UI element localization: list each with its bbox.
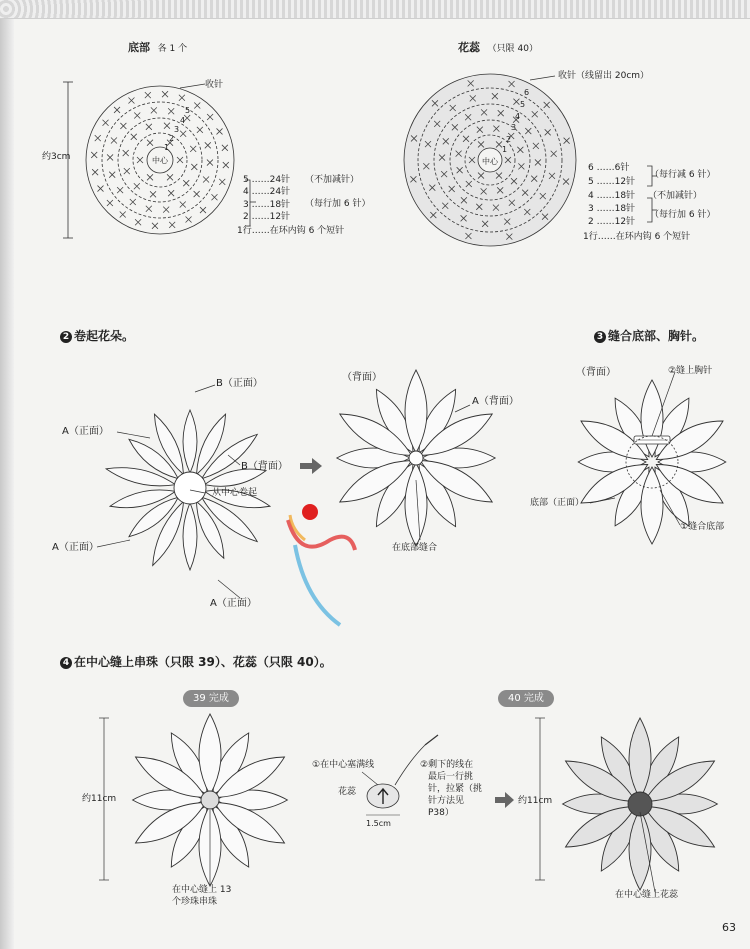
base-increase-note: （每行加 6 针） (305, 199, 371, 209)
rolled-petal (183, 410, 197, 473)
watermark-logo (288, 504, 355, 625)
diagram1-title: 底部 各 1 个 (128, 41, 188, 54)
stitch-x-mark (169, 222, 175, 228)
base-ring-number: 1 (164, 143, 170, 152)
stamen-ring-number: 2 (506, 135, 512, 144)
stitch-x-mark (207, 114, 213, 120)
stitch-x-mark (109, 172, 115, 178)
stitch-x-mark (120, 123, 126, 129)
arrow-right-icon (495, 792, 514, 808)
label-sew-base: ①缝合底部 (680, 522, 725, 532)
stitch-x-mark (183, 180, 189, 186)
step3-heading: 3 缝合底部、胸针。 (594, 331, 704, 343)
label-sew-brooch: ②缝上胸针 (668, 366, 713, 376)
stamen-row-1: 1行……在环内钩 6 个短针 (583, 232, 691, 242)
stitch-x-mark (103, 120, 109, 126)
stamen-stuffing-illustration (362, 735, 438, 815)
stitch-x-mark (97, 186, 103, 192)
stitch-x-mark (147, 140, 153, 146)
stuff-center-note: ①在中心塞满线 (312, 760, 375, 770)
arrow-right-icon (300, 458, 322, 474)
stitch-x-mark (207, 160, 213, 166)
pull-note-3: 针，拉紧（挑 (428, 784, 483, 794)
stitch-x-mark (167, 174, 173, 180)
stitch-x-mark (146, 124, 152, 130)
stitch-x-mark (92, 169, 98, 175)
stamen-increase-note: （每行加 6 针） (650, 210, 716, 220)
stitch-x-mark (95, 135, 101, 141)
stitch-x-mark (131, 134, 137, 140)
stitch-x-mark (180, 131, 186, 137)
width-note: 1.5cm (366, 819, 391, 828)
label-back: （背面） (342, 372, 382, 383)
base-row-3: 3 ……18针 (243, 200, 291, 210)
stamen-ring-number: 5 (520, 100, 526, 109)
label-a-front: A（正面） (210, 598, 257, 609)
base-center-label: 中心 (152, 156, 168, 165)
base-ring-number: 5 (185, 106, 191, 115)
stitch-x-mark (168, 190, 174, 196)
base-ring-number: 4 (180, 116, 186, 125)
stamen-ring-number: 3 (511, 123, 517, 132)
label-sew-bottom: 在底部缝合 (392, 543, 438, 553)
stitch-x-mark (205, 142, 211, 148)
flower-center (174, 472, 206, 504)
pull-note-1: ②剩下的线在 (420, 760, 474, 770)
base-finish-label: 收针 (205, 80, 224, 90)
page-number: 63 (722, 921, 736, 934)
label-b-front: B（正面） (216, 378, 263, 389)
badge-40-done: 40 完成 (498, 690, 554, 707)
base-row-1: 1行……在环内钩 6 个短针 (237, 226, 345, 236)
stitch-x-mark (146, 206, 152, 212)
stamen-row-4: 4 ……18针 (588, 191, 636, 201)
base-row-4: 4 ……24针 (243, 187, 291, 197)
base-size-label: 约3cm (42, 152, 71, 162)
stamen-sew-note: 在中心缝上花蕊 (615, 890, 679, 900)
size-label-40: 约11cm (518, 796, 553, 806)
stitch-x-mark (124, 168, 130, 174)
stitch-x-mark (151, 107, 157, 113)
label-a-front: A（正面） (52, 542, 99, 553)
base-row-2: 2 ……12针 (243, 212, 291, 222)
brooch-pin-icon (634, 436, 670, 444)
label-back: （背面） (576, 367, 616, 378)
stitch-x-mark (147, 174, 153, 180)
stitch-x-mark (203, 176, 209, 182)
stitch-x-mark (197, 127, 203, 133)
stitch-x-mark (145, 92, 151, 98)
label-a-back: A（背面） (472, 396, 519, 407)
stitch-x-mark (222, 145, 228, 151)
step2-heading: 2 卷起花朵。 (60, 331, 134, 343)
stitch-x-mark (200, 207, 206, 213)
stitch-x-mark (163, 207, 169, 213)
label-roll-from-center: 从中心卷起 (212, 488, 258, 498)
stitch-x-mark (123, 150, 129, 156)
beads-note-line1: 在中心缝上 13 (172, 885, 232, 895)
stitch-x-mark (190, 146, 196, 152)
stitch-x-mark (107, 154, 113, 160)
stitch-x-mark (107, 200, 113, 206)
step4-heading: 4 在中心缝上串珠（只限 39）、花蕊（只限 40）。 (60, 657, 332, 669)
stitch-x-mark (186, 217, 192, 223)
stamen-row-2: 2 ……12针 (588, 217, 636, 227)
stamen-finish-label: 收针（线留出 20cm） (558, 71, 650, 81)
stamen-row-6: 6 ……6针 (588, 163, 630, 173)
stamen-ring-number: 4 (515, 112, 521, 121)
stitch-x-mark (180, 202, 186, 208)
base-ring-number: 3 (174, 125, 180, 134)
stitch-x-mark (117, 187, 123, 193)
stitch-x-mark (130, 199, 136, 205)
stamen-center-label: 中心 (482, 157, 498, 166)
stitch-x-mark (211, 194, 217, 200)
label-bottom-front: 底部（正面） (530, 498, 585, 508)
finished-flower-40 (563, 718, 718, 890)
flower-center (409, 451, 423, 465)
badge-39-done: 39 完成 (183, 690, 239, 707)
stitch-x-mark (223, 162, 229, 168)
brooch-flower-illustration (578, 380, 726, 544)
pull-note-4: 针方法见 (428, 796, 465, 806)
stitch-x-mark (179, 95, 185, 101)
stitch-x-mark (91, 152, 97, 158)
pull-note-5: P38） (428, 808, 454, 818)
stitch-x-mark (114, 107, 120, 113)
size-label-39: 约11cm (82, 794, 117, 804)
stamen-decrease-note: （每行减 6 针） (650, 170, 716, 180)
stitch-x-mark (137, 157, 143, 163)
stitch-x-mark (111, 138, 117, 144)
base-no-change-note: （不加减针） (305, 175, 360, 185)
stitch-x-mark (134, 183, 140, 189)
stitch-x-mark (128, 97, 134, 103)
stamen-row-5: 5 ……12针 (588, 177, 636, 187)
stitch-x-mark (168, 108, 174, 114)
stitch-x-mark (164, 123, 170, 129)
stamen-ring-number: 1 (502, 145, 508, 154)
stitch-x-mark (194, 103, 200, 109)
diagram2-title: 花蕊 （只限 40） (458, 41, 538, 54)
base-row-5: 5 ……24针 (243, 175, 291, 185)
stamen-row-3: 3 ……18针 (588, 204, 636, 214)
stamen-ring-number: 6 (524, 88, 530, 97)
rolled-petal (183, 503, 197, 570)
stamen-no-change-note: （不加减针） (648, 191, 703, 201)
stitch-x-mark (134, 112, 140, 118)
stamen-label: 花蕊 (338, 787, 357, 797)
stitch-x-mark (120, 211, 126, 217)
beads-note-line2: 个珍珠串珠 (172, 897, 218, 907)
stitch-x-mark (150, 191, 156, 197)
stitch-x-mark (177, 157, 183, 163)
stitch-x-mark (194, 191, 200, 197)
pull-note-2: 最后一行挑 (428, 772, 474, 782)
stitch-x-mark (217, 128, 223, 134)
stitch-x-mark (162, 91, 168, 97)
flower-center (201, 791, 219, 809)
stitch-x-mark (152, 223, 158, 229)
stitch-x-mark (135, 219, 141, 225)
stitch-x-mark (191, 164, 197, 170)
stitch-x-mark (219, 179, 225, 185)
base-ring-number: 2 (169, 134, 175, 143)
label-a-front: A（正面） (62, 426, 109, 437)
label-b-back: B（背面） (241, 461, 288, 472)
